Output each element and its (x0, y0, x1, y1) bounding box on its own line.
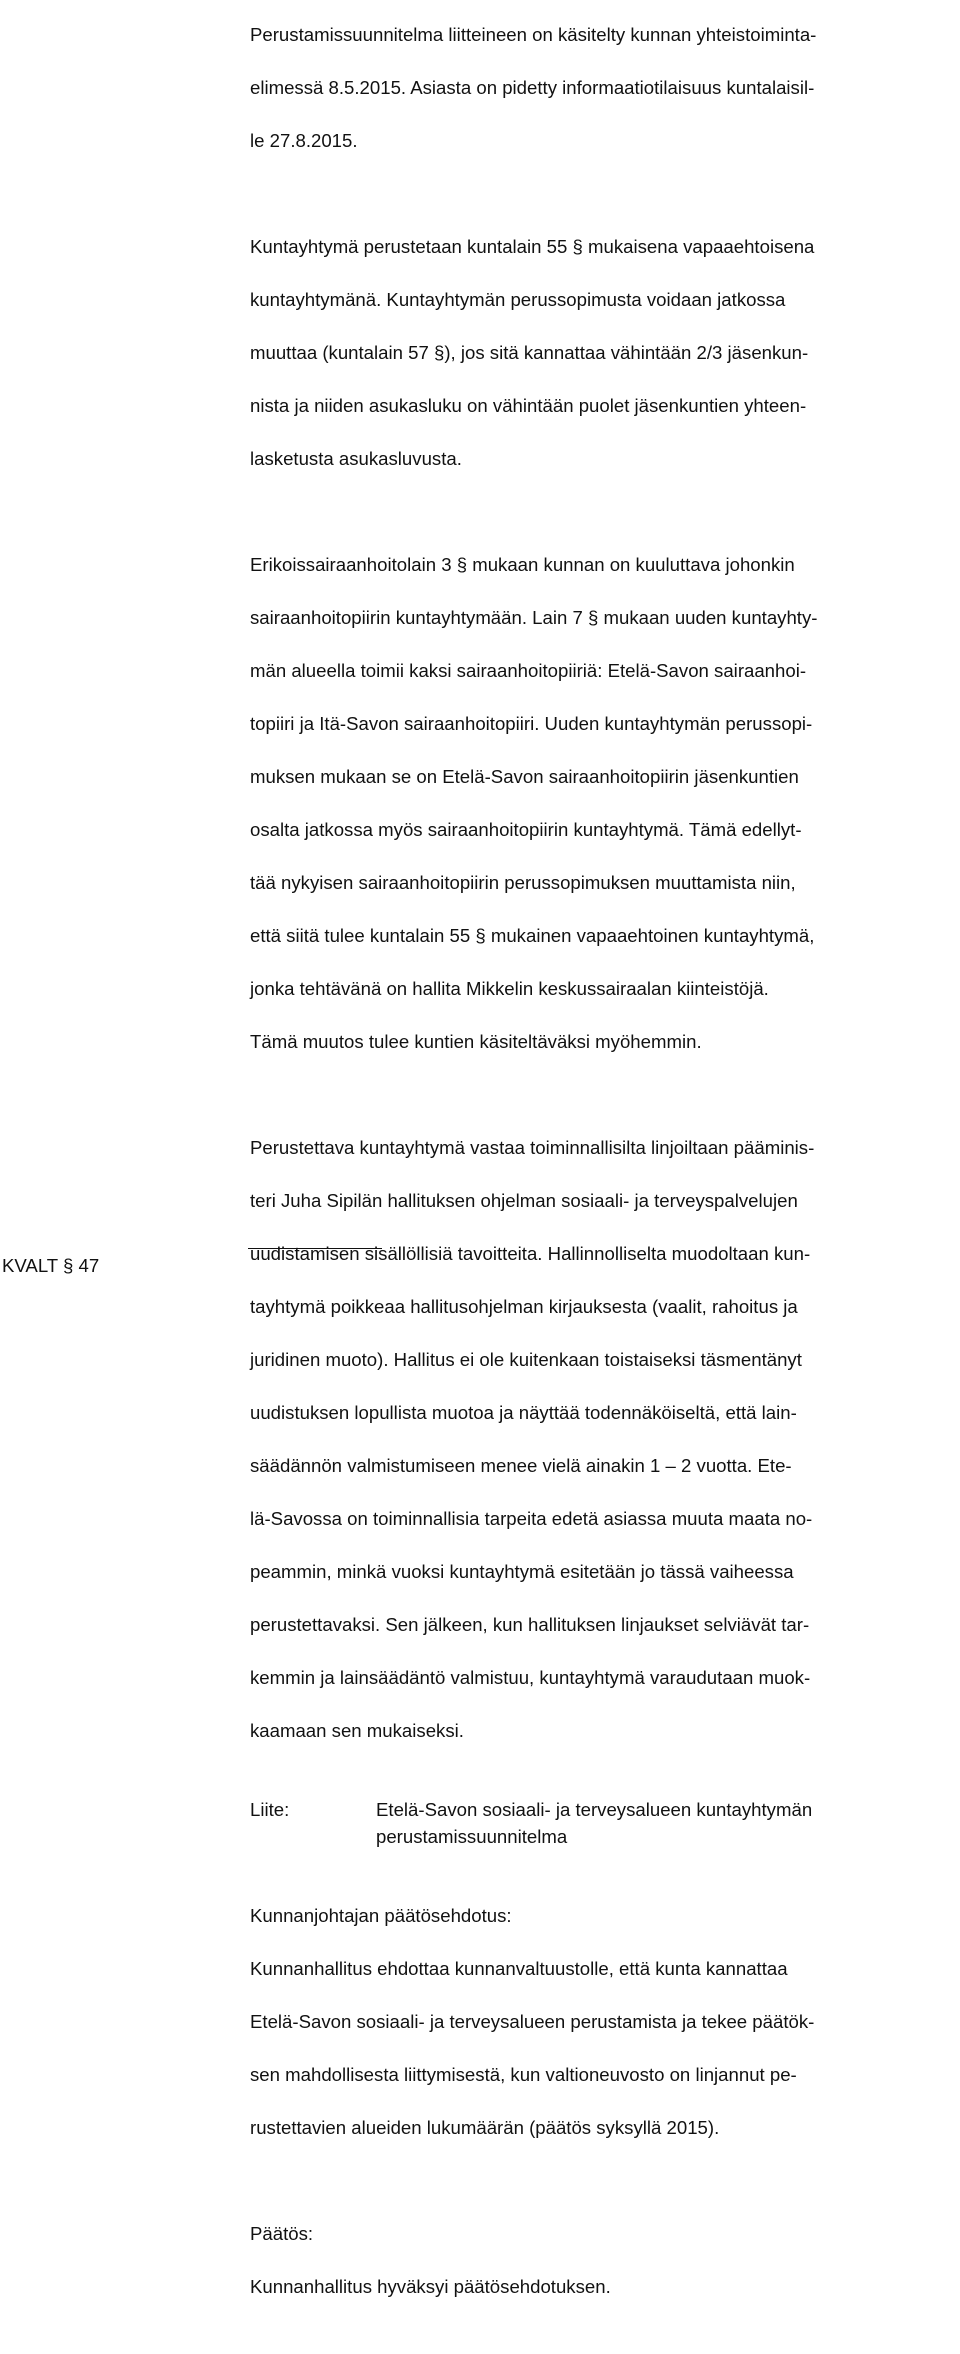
text-line: Kunnanhallitus hyväksyi päätösehdotuksen. (250, 2276, 611, 2297)
text-line: osalta jatkossa myös sairaanhoitopiirin kuntayhtymä. Tämä edellyt- (250, 818, 802, 840)
text-line: säädännön valmistumiseen menee vielä ainakin 1 – 2 vuotta. Ete- (250, 1454, 792, 1476)
text-line: rustettavien alueiden lukumäärän (päätös syksyllä 2015). (250, 2117, 720, 2138)
paragraph-joint-authority-basis (250, 207, 940, 499)
text-line: että siitä tulee kuntalain 55 § mukainen vapaaehtoinen kuntayhtymä, (250, 924, 815, 946)
attachment-label: Liite: (250, 1799, 290, 1820)
text-line: uudistamisen sisällöllisiä tavoitteita. Hallinnolliselta muodoltaan kun- (250, 1242, 811, 1264)
text-line: lä-Savossa on toiminnallisia tarpeita edetä asiassa muuta maata no- (250, 1507, 813, 1529)
decision-heading: Päätös: (250, 2223, 314, 2244)
text-line: elimessä 8.5.2015. Asiasta on pidetty informaatiotilaisuus kuntalaisil- (250, 76, 815, 98)
text-line: perustamissuunnitelma (376, 1825, 568, 1847)
text-line: sairaanhoitopiirin kuntayhtymään. Lain 7 § mukaan uuden kuntayhty- (250, 606, 818, 628)
text-line: kuntayhtymänä. Kuntayhtymän perussopimusta voidaan jatkossa (250, 288, 786, 310)
text-line: män alueella toimii kaksi sairaanhoitopiiriä: Etelä-Savon sairaanhoi- (250, 659, 807, 681)
text-line: perustettavaksi. Sen jälkeen, kun hallituksen linjaukset selviävät tar- (250, 1613, 810, 1635)
text-line: Etelä-Savon sosiaali- ja terveysalueen perustamista ja tekee päätök- (250, 2011, 815, 2032)
text-line: kaamaan sen mukaiseksi. (250, 1719, 464, 1741)
text-line: jonka tehtävänä on hallita Mikkelin keskussairaalan kiinteistöjä. (250, 977, 769, 999)
text-line: nista ja niiden asukasluku on vähintään puolet jäsenkuntien yhteen- (250, 394, 807, 416)
margin-reference: KVALT § 47 (2, 1255, 100, 1276)
decision-section (250, 2195, 940, 2328)
text-line: Etelä-Savon sosiaali- ja terveysalueen kuntayhtymän (376, 1799, 813, 1820)
paragraph-processing-history (250, 0, 940, 181)
text-line: muuttaa (kuntalain 57 §), jos sitä kannattaa vähintään 2/3 jäsenkun- (250, 341, 809, 363)
paragraph-hospital-district (250, 525, 940, 1082)
text-line: Perustamissuunnitelma liitteineen on käsitelty kunnan yhteistoiminta- (250, 23, 817, 45)
text-line: teri Juha Sipilän hallituksen ohjelman sosiaali- ja terveyspalvelujen (250, 1189, 798, 1211)
proposal-section (250, 1877, 940, 2169)
text-line: sen mahdollisesta liittymisestä, kun valtioneuvosto on linjannut pe- (250, 2064, 797, 2085)
text-line: Kunnanhallitus ehdottaa kunnanvaltuustolle, että kunta kannattaa (250, 1958, 788, 1979)
text-line: tayhtymä poikkeaa hallitusohjelman kirjauksesta (vaalit, rahoitus ja (250, 1295, 798, 1317)
text-line: le 27.8.2015. (250, 129, 358, 151)
text-line: topiiri ja Itä-Savon sairaanhoitopiiri. Uuden kuntayhtymän perussopi- (250, 712, 813, 734)
attachment-title (376, 1797, 812, 1850)
text-line: tää nykyisen sairaanhoitopiirin perussopimuksen muuttamista niin, (250, 871, 796, 893)
text-line: Tämä muutos tulee kuntien käsiteltäväksi myöhemmin. (250, 1030, 702, 1052)
text-line: lasketusta asukasluvusta. (250, 447, 462, 469)
text-line: uudistuksen lopullista muotoa ja näyttää todennäköiseltä, että lain- (250, 1401, 797, 1423)
paragraph-government-reform (250, 1108, 940, 1771)
document-body (250, 0, 940, 2354)
attachment-block (250, 1797, 940, 1850)
text-line: Perustettava kuntayhtymä vastaa toiminnallisilta linjoiltaan pääminis- (250, 1136, 815, 1158)
text-line: peammin, minkä vuoksi kuntayhtymä esitetään jo tässä vaiheessa (250, 1560, 794, 1582)
text-line: kemmin ja lainsäädäntö valmistuu, kuntayhtymä varaudutaan muok- (250, 1666, 811, 1688)
section-divider-line (248, 1248, 382, 1249)
text-line: Erikoissairaanhoitolain 3 § mukaan kunnan on kuuluttava johonkin (250, 553, 795, 575)
text-line: juridinen muoto). Hallitus ei ole kuitenkaan toistaiseksi täsmentänyt (250, 1348, 802, 1370)
text-line: Kuntayhtymä perustetaan kuntalain 55 § mukaisena vapaaehtoisena (250, 235, 815, 257)
proposal-heading: Kunnanjohtajan päätösehdotus: (250, 1905, 512, 1926)
text-line: muksen mukaan se on Etelä-Savon sairaanhoitopiirin jäsenkuntien (250, 765, 799, 787)
